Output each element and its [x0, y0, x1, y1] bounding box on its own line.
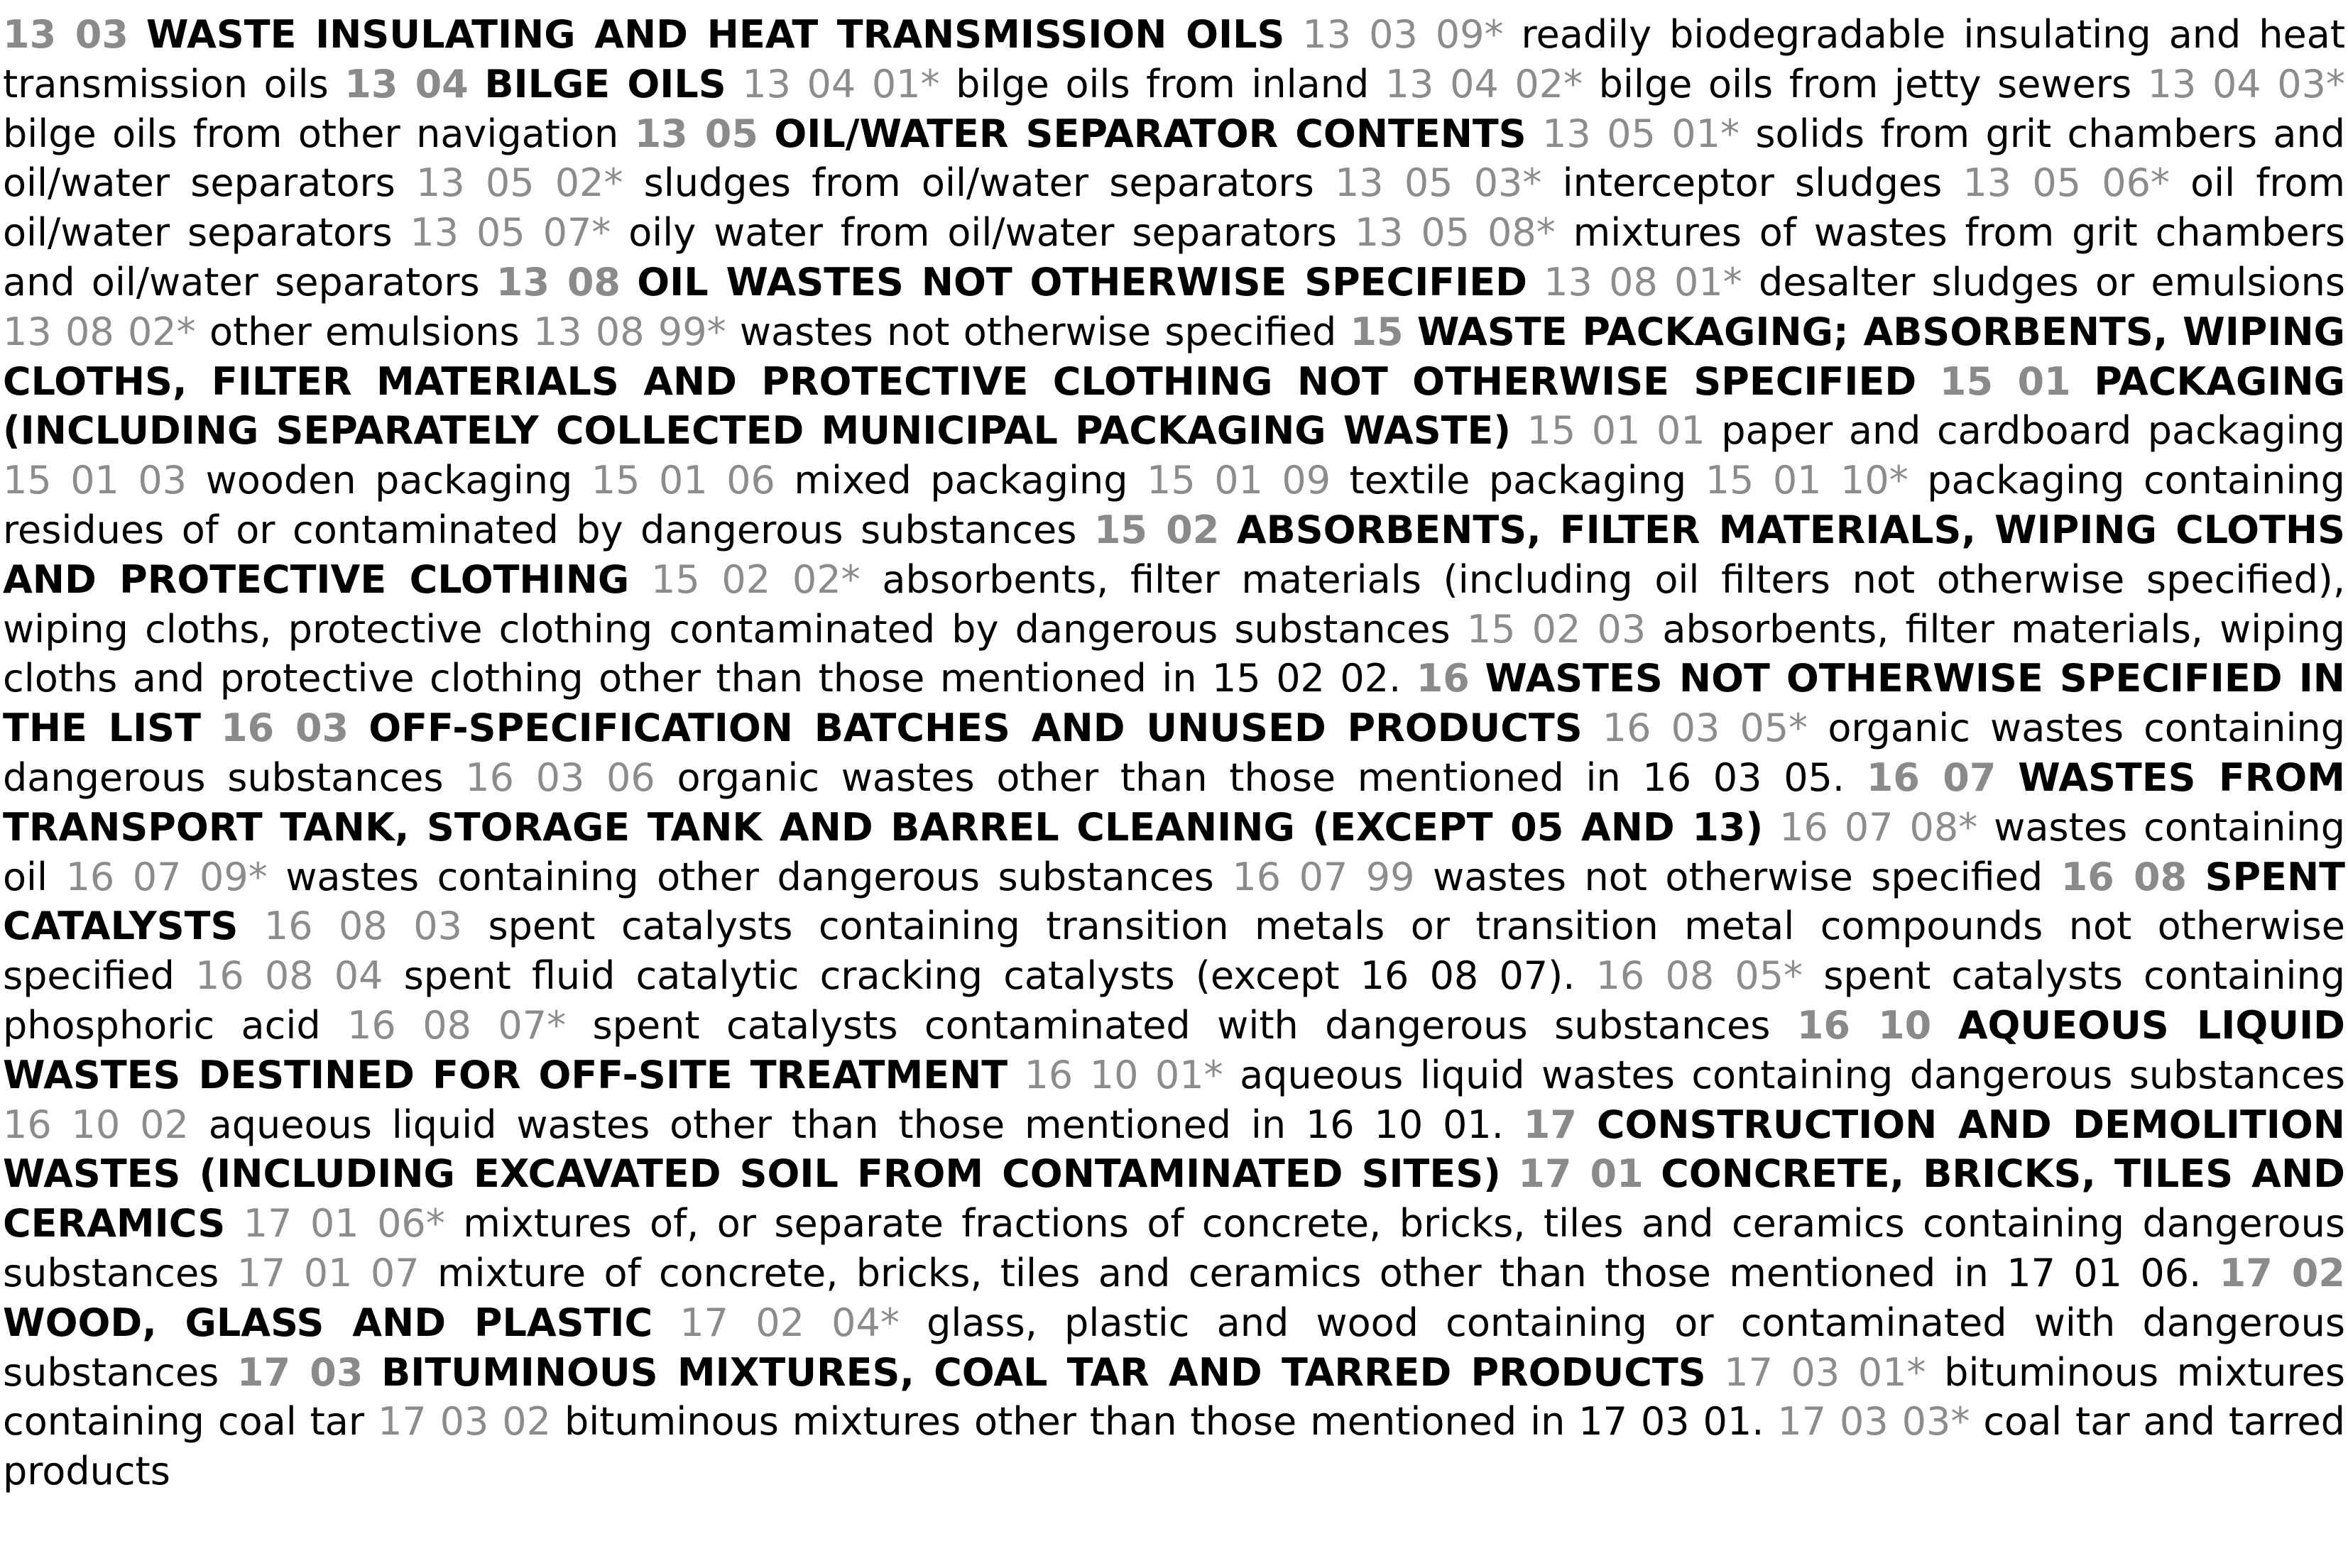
- waste-description: interceptor sludges: [1562, 160, 1943, 206]
- waste-description: wastes not otherwise specified: [1433, 854, 2043, 899]
- section-heading: WOOD, GLASS AND PLASTIC: [3, 1300, 653, 1345]
- section-code: 15 01: [1939, 358, 2071, 404]
- waste-code: 13 08 99*: [533, 309, 726, 354]
- section-heading: BITUMINOUS MIXTURES, COAL TAR AND TARRED PRODUCTS: [381, 1349, 1706, 1395]
- waste-code: 17 01 07: [236, 1250, 420, 1295]
- waste-code: 16 07 99: [1232, 854, 1415, 899]
- waste-code: 13 04 03*: [2147, 61, 2345, 106]
- waste-description: organic wastes containing dangerous substances: [3, 706, 2346, 800]
- waste-code: 17 02 04*: [679, 1300, 900, 1345]
- waste-description: bituminous mixtures containing coal tar: [3, 1349, 2346, 1444]
- waste-code: 16 08 07*: [347, 1002, 567, 1048]
- section-code: 17 03: [236, 1349, 364, 1395]
- section-heading: WASTES FROM TRANSPORT TANK, STORAGE TANK AND BARREL CLEANING (EXCEPT 05 AND 13): [3, 755, 2345, 850]
- section-code: 16 07: [1866, 755, 1997, 800]
- section-code: 17: [1523, 1102, 1577, 1147]
- waste-description: aqueous liquid wastes containing dangerous substances: [1240, 1052, 2345, 1097]
- waste-description: absorbents, filter materials (including oil filters not otherwise specified), wiping cloths, protective clothing contaminated by dangerous substances: [3, 557, 2346, 652]
- section-heading: AQUEOUS LIQUID WASTES DESTINED FOR OFF-SITE TREATMENT: [3, 1002, 2346, 1097]
- waste-description: packaging containing residues of or contaminated by dangerous substances: [3, 458, 2345, 552]
- section-heading: CONCRETE, BRICKS, TILES AND CERAMICS: [3, 1151, 2345, 1246]
- waste-code: 16 08 04: [195, 953, 383, 999]
- waste-description: mixtures of, or separate fractions of concrete, bricks, tiles and ceramics containing dangerous substances: [3, 1201, 2345, 1295]
- section-heading: OFF-SPECIFICATION BATCHES AND UNUSED PRODUCTS: [368, 706, 1583, 751]
- waste-description: mixtures of wastes from grit chambers and oil/water separators: [3, 210, 2346, 305]
- waste-code: 16 10 01*: [1024, 1052, 1223, 1097]
- waste-code: 13 04 01*: [742, 61, 940, 106]
- section-heading: SPENT CATALYSTS: [3, 854, 2345, 949]
- waste-code: 13 05 08*: [1354, 210, 1556, 256]
- waste-description: wooden packaging: [205, 458, 573, 503]
- waste-code: 16 07 08*: [1779, 804, 1978, 850]
- waste-description: glass, plastic and wood containing or contaminated with dangerous substances: [3, 1300, 2345, 1395]
- section-heading: WASTE INSULATING AND HEAT TRANSMISSION OILS: [146, 12, 1285, 57]
- waste-code: 15 02 02*: [650, 557, 861, 602]
- waste-description: bilge oils from other navigation: [3, 111, 619, 156]
- waste-code: 15 01 06: [591, 458, 775, 503]
- waste-description: spent catalysts containing transition metals or transition metal compounds not otherwise specified: [3, 904, 2346, 999]
- waste-code: 13 05 02*: [416, 160, 623, 206]
- waste-code: 15 02 03: [1466, 606, 1647, 652]
- waste-code: 16 03 05*: [1602, 706, 1808, 751]
- waste-code: 16 10 02: [3, 1102, 189, 1147]
- waste-description: sludges from oil/water separators: [643, 160, 1314, 206]
- waste-description: bilge oils from inland: [956, 61, 1370, 106]
- waste-description: bilge oils from jetty sewers: [1598, 61, 2132, 106]
- waste-code: 17 01 06*: [243, 1201, 445, 1246]
- section-code: 16: [1416, 656, 1470, 701]
- section-heading: WASTE PACKAGING; ABSORBENTS, WIPING CLOTHS, FILTER MATERIALS AND PROTECTIVE CLOTHING NOT OTHERWISE SPECIFIED: [3, 309, 2345, 404]
- waste-description: spent fluid catalytic cracking catalysts (except 16 08 07).: [403, 953, 1576, 999]
- section-heading: CONSTRUCTION AND DEMOLITION WASTES (INCLUDING EXCAVATED SOIL FROM CONTAMINATED SITES): [3, 1102, 2346, 1197]
- waste-description: wastes not otherwise specified: [739, 309, 1337, 354]
- waste-code: 13 08 01*: [1544, 259, 1742, 305]
- waste-code: 13 05 03*: [1334, 160, 1542, 206]
- waste-code: 16 08 05*: [1595, 953, 1803, 999]
- waste-description: spent catalysts contaminated with dangerous substances: [592, 1002, 1771, 1048]
- waste-description: oil from oil/water separators: [3, 160, 2345, 256]
- waste-description: organic wastes other than those mentioned in 16 03 05.: [677, 755, 1845, 800]
- waste-code: 13 05 07*: [410, 210, 611, 256]
- waste-code: 13 05 01*: [1542, 111, 1740, 156]
- section-heading: OIL/WATER SEPARATOR CONTENTS: [774, 111, 1527, 156]
- section-heading: BILGE OILS: [484, 61, 726, 106]
- waste-code: 15 01 09: [1147, 458, 1331, 503]
- waste-code: 13 08 02*: [3, 309, 196, 354]
- waste-description: absorbents, filter materials, wiping cloths and protective clothing other than those mentioned in 15 02 02.: [3, 606, 2346, 701]
- waste-description: spent catalysts containing phosphoric acid: [3, 953, 2345, 1048]
- waste-description: textile packaging: [1349, 458, 1687, 503]
- waste-code: 16 07 09*: [65, 854, 268, 899]
- section-code: 17 01: [1518, 1151, 1644, 1197]
- waste-code: 13 03 09*: [1302, 12, 1504, 57]
- section-code: 13 03: [3, 12, 129, 57]
- waste-description: mixed packaging: [794, 458, 1128, 503]
- waste-code: 16 08 03: [263, 904, 462, 949]
- waste-description: mixture of concrete, bricks, tiles and ceramics other than those mentioned in 17 01 06.: [437, 1250, 2202, 1295]
- waste-code: 17 03 02: [378, 1399, 552, 1444]
- waste-description: bituminous mixtures other than those mentioned in 17 03 01.: [564, 1399, 1764, 1444]
- section-code: 13 04: [344, 61, 469, 106]
- waste-description: solids from grit chambers and oil/water separators: [3, 111, 2345, 206]
- waste-code: 15 01 01: [1527, 408, 1705, 454]
- section-heading: WASTES NOT OTHERWISE SPECIFIED IN THE LIST: [3, 656, 2345, 751]
- waste-description: wastes containing oil: [3, 804, 2346, 899]
- section-code: 16 03: [221, 706, 349, 751]
- section-heading: OIL WASTES NOT OTHERWISE SPECIFIED: [637, 259, 1527, 305]
- waste-description: desalter sludges or emulsions: [1758, 259, 2346, 305]
- section-heading: ABSORBENTS, FILTER MATERIALS, WIPING CLOTHS AND PROTECTIVE CLOTHING: [3, 507, 2346, 602]
- waste-description: coal tar and tarred products: [3, 1399, 2346, 1494]
- section-code: 16 10: [1796, 1002, 1932, 1048]
- waste-code: 13 04 02*: [1385, 61, 1583, 106]
- section-code: 16 08: [2060, 854, 2188, 899]
- section-code: 15 02: [1093, 507, 1220, 552]
- waste-code: 17 03 01*: [1724, 1349, 1926, 1395]
- section-code: 13 05: [634, 111, 758, 156]
- section-code: 17 02: [2219, 1250, 2345, 1295]
- section-code: 15: [1350, 309, 1404, 354]
- waste-code: 16 03 06: [465, 755, 655, 800]
- waste-code: 13 05 06*: [1962, 160, 2170, 206]
- waste-description: other emulsions: [209, 309, 520, 354]
- section-heading: PACKAGING (INCLUDING SEPARATELY COLLECTED MUNICIPAL PACKAGING WASTE): [3, 358, 2345, 454]
- waste-description: wastes containing other dangerous substances: [285, 854, 1214, 899]
- waste-code: 17 03 03*: [1777, 1399, 1970, 1444]
- section-code: 13 08: [496, 259, 621, 305]
- waste-code: 15 01 03: [3, 458, 187, 503]
- waste-description: aqueous liquid wastes other than those mentioned in 16 10 01.: [208, 1102, 1504, 1147]
- waste-description: oily water from oil/water separators: [628, 210, 1337, 256]
- waste-description: readily biodegradable insulating and heat transmission oils: [3, 12, 2345, 106]
- waste-code: 15 01 10*: [1705, 458, 1909, 503]
- waste-description: paper and cardboard packaging: [1721, 408, 2345, 454]
